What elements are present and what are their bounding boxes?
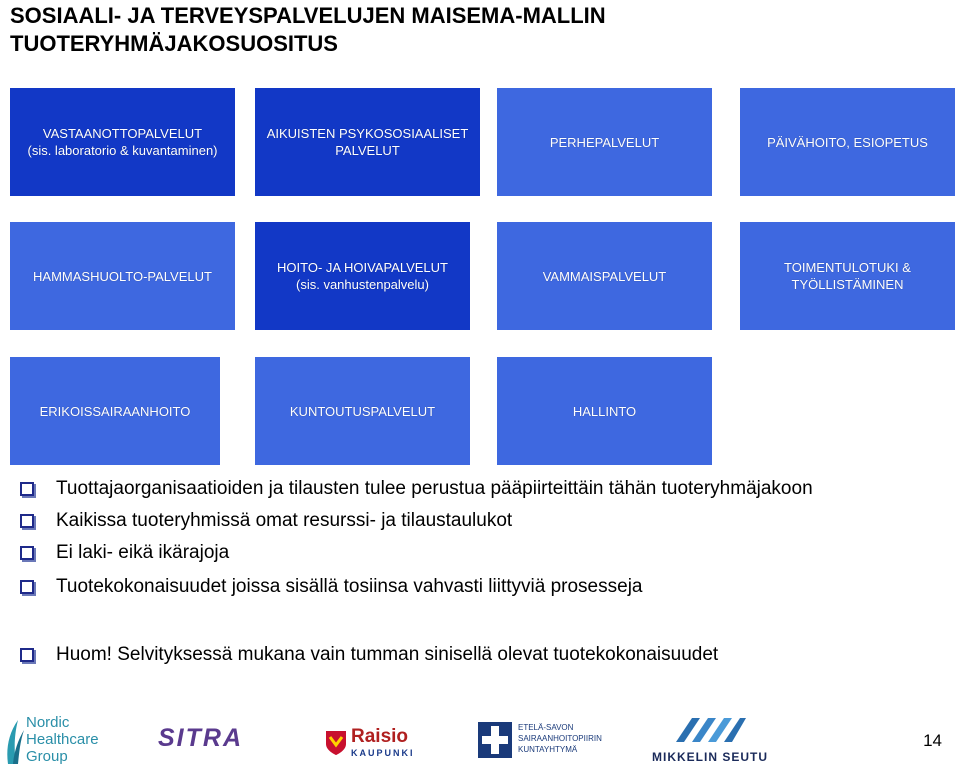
- etela-savo-line3: KUNTAYHTYMÄ: [518, 745, 578, 754]
- etela-savo-cross-icon: [478, 722, 512, 758]
- page-number: 14: [923, 731, 942, 750]
- etela-savo-line2: SAIRAANHOITOPIIRIN: [518, 734, 602, 743]
- list-item: [20, 640, 718, 670]
- checkbox-bullet-icon: [20, 648, 34, 662]
- tile-hallinto: HALLINTO: [497, 357, 712, 465]
- etela-savo-logo: [478, 720, 628, 764]
- bullet-text: Tuottajaorganisaatioiden ja tilausten tulee perustua pääpiirteittäin tähän tuoteryhmäjakoon: [56, 478, 813, 499]
- raisio-logo-sub: KAUPUNKI: [351, 748, 415, 758]
- mikkeli-logo-text: MIKKELIN SEUTU: [652, 750, 768, 764]
- list-item: [20, 538, 229, 568]
- list-item: [20, 506, 512, 536]
- list-item: [20, 572, 642, 602]
- nordic-logo-line2: Healthcare: [26, 731, 99, 748]
- tile-vammaispalvelut: VAMMAISPALVELUT: [497, 222, 712, 330]
- raisio-logo-name: Raisio: [351, 726, 409, 747]
- tile-toimentulotuki: TOIMENTULOTUKI & TYÖLLISTÄMINEN: [740, 222, 955, 330]
- tile-kuntoutuspalvelut: KUNTOUTUSPALVELUT: [255, 357, 470, 465]
- checkbox-bullet-icon: [20, 546, 34, 560]
- page-title: [10, 2, 890, 58]
- checkbox-bullet-icon: [20, 482, 34, 496]
- list-item: [20, 474, 813, 504]
- raisio-logo: [325, 722, 435, 762]
- bullet-text: Ei laki- eikä ikärajoja: [56, 542, 230, 563]
- tile-hammashuolto: HAMMASHUOLTO-PALVELUT: [10, 222, 235, 330]
- nordic-logo-line1: Nordic: [26, 714, 70, 731]
- tile-vastaanottopalvelut: VASTAANOTTOPALVELUT (sis. laboratorio & kuvantaminen): [10, 88, 235, 196]
- checkbox-bullet-icon: [20, 580, 34, 594]
- sitra-logo: SITRA: [158, 724, 243, 752]
- bullet-text: Kaikissa tuoteryhmissä omat resurssi- ja tilaustaulukot: [56, 510, 513, 531]
- tile-erikoissairaanhoito: ERIKOISSAIRAANHOITO: [10, 357, 220, 465]
- raisio-crest-icon: [325, 730, 347, 756]
- tile-perhepalvelut: PERHEPALVELUT: [497, 88, 712, 196]
- bullet-text: Huom! Selvityksessä mukana vain tumman sinisellä olevat tuotekokonaisuudet: [56, 644, 719, 665]
- bullet-text: Tuotekokonaisuudet joissa sisällä tosiinsa vahvasti liittyviä prosesseja: [56, 576, 643, 597]
- page-title-line1: SOSIAALI- JA TERVEYSPALVELUJEN MAISEMA-MALLIN: [10, 3, 606, 28]
- mikkelin-seutu-logo: [648, 716, 768, 768]
- tile-paivahoito: PÄIVÄHOITO, ESIOPETUS: [740, 88, 955, 196]
- tile-hoito-hoiva: HOITO- JA HOIVAPALVELUT (sis. vanhustenpalvelu): [255, 222, 470, 330]
- nordic-leaf-icon: [4, 712, 26, 768]
- page-title-line2: TUOTERYHMÄJAKOSUOSITUS: [10, 31, 338, 56]
- tile-aikuisten-psykososiaaliset: AIKUISTEN PSYKOSOSIAALISET PALVELUT: [255, 88, 480, 196]
- nordic-healthcare-logo: [4, 712, 104, 768]
- checkbox-bullet-icon: [20, 514, 34, 528]
- nordic-logo-line3: Group: [26, 748, 68, 765]
- etela-savo-line1: ETELÄ-SAVON: [518, 723, 574, 732]
- mikkeli-stripes-icon: [670, 716, 746, 744]
- logo-strip: [0, 708, 960, 769]
